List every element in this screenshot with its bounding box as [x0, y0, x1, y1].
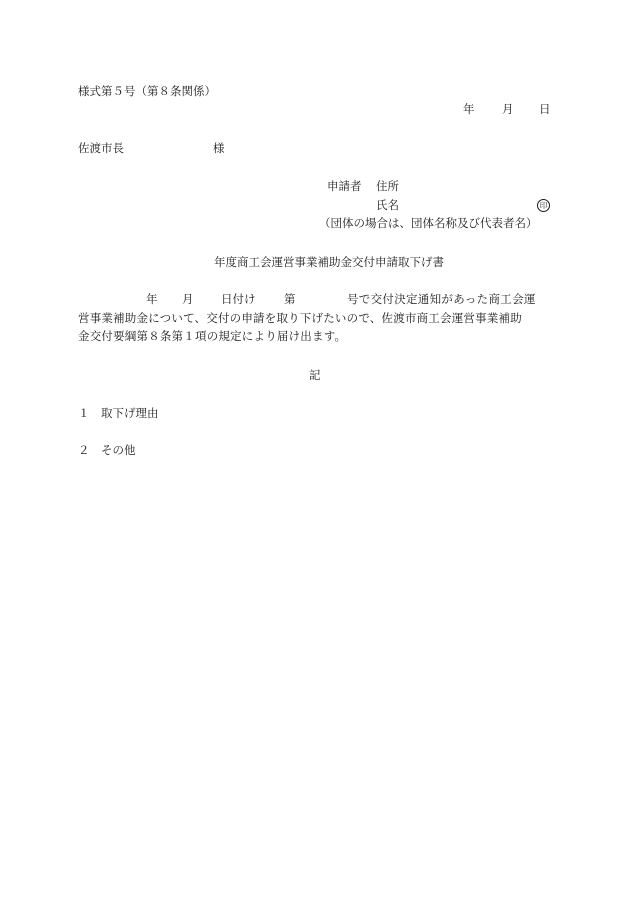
date-year-label: 年 — [463, 102, 475, 116]
name-label: 氏名 — [376, 198, 399, 212]
organization-note: （団体の場合は、団体名称及び代表者名） — [319, 216, 538, 230]
body-month-label: 月 — [182, 292, 194, 306]
body-line2: 営事業補助金について、交付の申請を取り下げたいので、佐渡市商工会運営事業補助 — [78, 311, 522, 325]
body-line3: 金交付要綱第８条第１項の規定により届け出ます。 — [78, 329, 347, 343]
item-number: ２ — [78, 443, 90, 457]
item-number: １ — [78, 406, 90, 420]
body-line1-rest: 号で交付決定通知があった商工会運 — [347, 292, 536, 306]
document-title: 年度商工会運営事業補助金交付申請取下げ書 — [214, 255, 444, 269]
body-dai-label: 第 — [284, 292, 296, 306]
seal-mark: 印 — [537, 199, 550, 212]
body-year-label: 年 — [146, 292, 158, 306]
ki-heading: 記 — [309, 368, 321, 382]
addressee-name: 佐渡市長 — [78, 141, 124, 155]
date-month-label: 月 — [502, 102, 514, 116]
address-label: 住所 — [376, 179, 399, 193]
applicant-label: 申請者 — [327, 179, 362, 193]
addressee-honorific: 様 — [213, 141, 225, 155]
body-day-dated-label: 日付け — [221, 292, 256, 306]
item-label-withdrawal-reason: 取下げ理由 — [101, 406, 159, 420]
form-number: 様式第５号（第８条関係） — [78, 84, 216, 98]
item-label-other: その他 — [101, 443, 136, 457]
date-day-label: 日 — [539, 102, 551, 116]
